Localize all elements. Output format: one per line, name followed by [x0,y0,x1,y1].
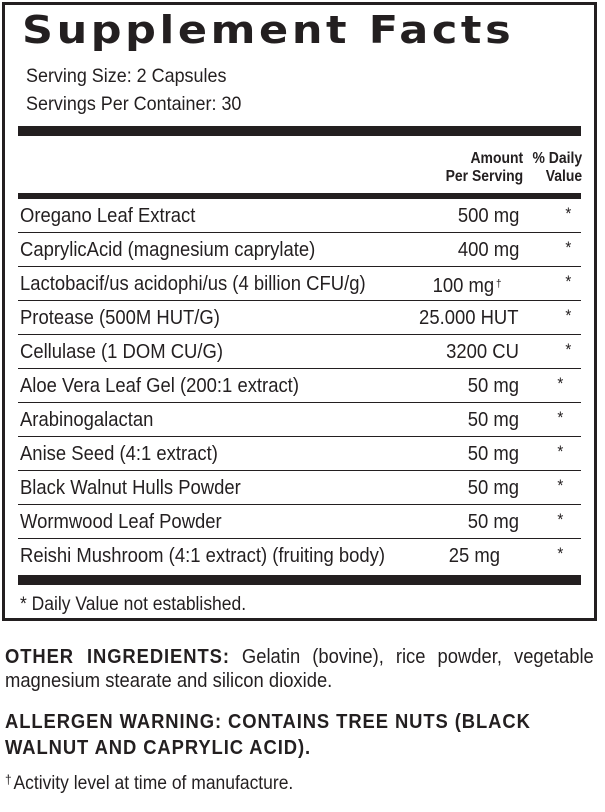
dagger-symbol: † [5,772,12,787]
nutrient-row [18,267,581,301]
nutrient-amount [468,510,519,534]
daily-value-marker: * [565,306,572,325]
nutrient-amount-value: 50 mg [467,374,519,397]
daily-value-footnote: * Daily Value not established. [20,594,247,615]
nutrient-name: Oregano Leaf Extract [20,204,196,227]
nutrient-row [18,369,581,403]
nutrient-name: Lactobacif/us acidophi/us (4 billion CFU/g) [20,272,366,295]
nutrient-row [18,403,581,437]
nutrient-row [18,505,581,539]
nutrient-name: Cellulase (1 DOM CU/G) [20,340,223,363]
nutrient-name: CaprylicAcid (magnesium caprylate) [20,238,316,261]
allergen-warning: ALLERGEN WARNING: CONTAINS TREE NUTS (BLACK WALNUT AND CAPRYLIC ACID). [5,711,531,759]
nutrient-row [18,233,581,267]
nutrient-amount [420,306,519,330]
nutrient-amount [468,374,519,398]
nutrient-amount [446,340,519,364]
serving-size: Serving Size: 2 Capsules [26,65,227,87]
amount-per-serving-header: Amount Per Serving [445,150,523,185]
nutrient-name: Reishi Mushroom (4:1 extract) (fruiting body) [20,544,386,567]
nutrient-amount [468,442,519,466]
activity-note [5,768,293,796]
nutrient-name: Arabinogalactan [20,408,154,431]
dagger-symbol: † [496,278,502,290]
daily-value-marker: * [557,476,564,495]
nutrient-name: Aloe Vera Leaf Gel (200:1 extract) [20,374,299,397]
thick-divider-top [18,126,581,136]
nutrient-name: Anise Seed (4:1 extract) [20,442,218,465]
nutrient-amount-value: 50 mg [467,476,519,499]
nutrient-amount [457,204,519,228]
nutrient-amount-value: 25.000 HUT [419,306,519,329]
nutrient-row [18,301,581,335]
daily-value-marker: * [565,238,572,257]
nutrient-amount [468,476,519,500]
nutrient-amount-value: 50 mg [467,408,519,431]
nutrient-name: Wormwood Leaf Powder [20,510,222,533]
panel-title: Supplement Facts [22,8,515,53]
daily-value-marker: * [565,272,572,291]
daily-value-marker: * [557,374,564,393]
daily-value-marker: * [557,544,564,563]
nutrient-name: Black Walnut Hulls Powder [20,476,241,499]
daily-value-header: % Daily Value [532,150,582,185]
nutrient-amount-value: 500 mg [457,204,519,227]
nutrient-amount-value: 400 mg [457,238,519,261]
other-ingredients [5,645,594,693]
nutrient-row [18,199,581,233]
activity-note-text: Activity level at time of manufacture. [13,773,294,794]
nutrient-amount-value: 50 mg [467,442,519,465]
thick-divider-bottom [18,575,581,585]
daily-value-marker: * [565,340,572,359]
nutrient-amount [457,238,519,262]
other-ingredients-text: Gelatin (bovine), rice powder, vegetable magnesium stearate and silicon dioxide. [5,646,594,692]
daily-value-marker: * [557,510,564,529]
nutrient-row [18,437,581,471]
nutrient-row [18,471,581,505]
daily-value-marker: * [565,204,572,223]
other-ingredients-label: OTHER INGREDIENTS: [5,646,230,668]
daily-value-marker: * [557,442,564,461]
daily-value-marker: * [557,408,564,427]
nutrient-name: Protease (500M HUT/G) [20,306,220,329]
nutrient-amount [433,272,502,298]
nutrient-amount-value: 25 mg [448,544,500,567]
nutrient-row [18,335,581,369]
nutrient-amount [449,544,500,568]
servings-per-container: Servings Per Container: 30 [26,93,242,115]
nutrient-amount [468,408,519,432]
nutrient-amount-value: 100 mg [433,274,495,297]
nutrient-amount-value: 3200 CU [446,340,519,363]
nutrient-amount-value: 50 mg [467,510,519,533]
nutrient-row [18,539,581,573]
